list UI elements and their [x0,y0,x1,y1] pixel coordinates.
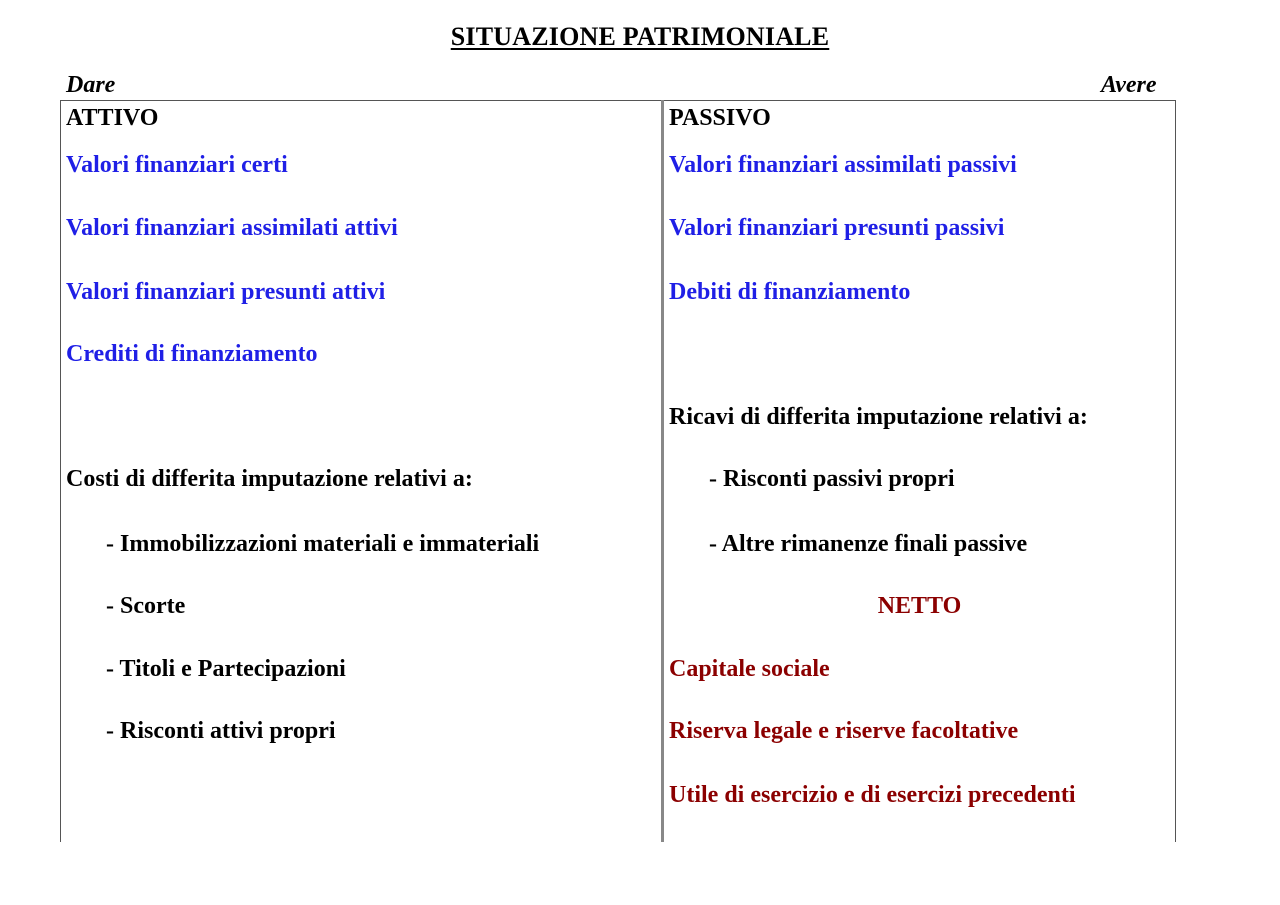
attivo-item: Valori finanziari presunti attivi [66,279,386,305]
passivo-item: Valori finanziari assimilati passivi [669,152,1017,178]
table-border-right [1175,100,1176,842]
avere-label: Avere [1101,72,1157,98]
netto-heading: NETTO [877,593,962,619]
attivo-deferred-item: - Scorte [106,593,186,619]
netto-item: Riserva legale e riserve facoltative [669,718,1019,744]
table-column-divider [661,100,664,842]
document-title: SITUAZIONE PATRIMONIALE [450,22,830,51]
dare-label: Dare [66,72,116,98]
passivo-deferred-item: - Altre rimanenze finali passive [709,531,1028,557]
attivo-header: ATTIVO [66,105,159,131]
attivo-item: Valori finanziari assimilati attivi [66,215,398,241]
netto-item: Capitale sociale [669,656,830,682]
table-border-left [60,100,61,842]
passivo-header: PASSIVO [669,105,771,131]
attivo-deferred-item: - Titoli e Partecipazioni [106,656,346,682]
attivo-item: Crediti di finanziamento [66,341,318,367]
attivo-deferred-item: - Immobilizzazioni materiali e immateriali [106,531,540,557]
attivo-item: Valori finanziari certi [66,152,288,178]
netto-item: Utile di esercizio e di esercizi precedenti [669,782,1076,808]
passivo-deferred-item: - Risconti passivi propri [709,466,955,492]
table-border-top [60,100,1176,101]
passivo-item: Debiti di finanziamento [669,279,911,305]
attivo-deferred-heading: Costi di differita imputazione relativi a: [66,466,473,492]
passivo-deferred-heading: Ricavi di differita imputazione relativi a: [669,404,1088,430]
attivo-deferred-item: - Risconti attivi propri [106,718,336,744]
passivo-item: Valori finanziari presunti passivi [669,215,1005,241]
